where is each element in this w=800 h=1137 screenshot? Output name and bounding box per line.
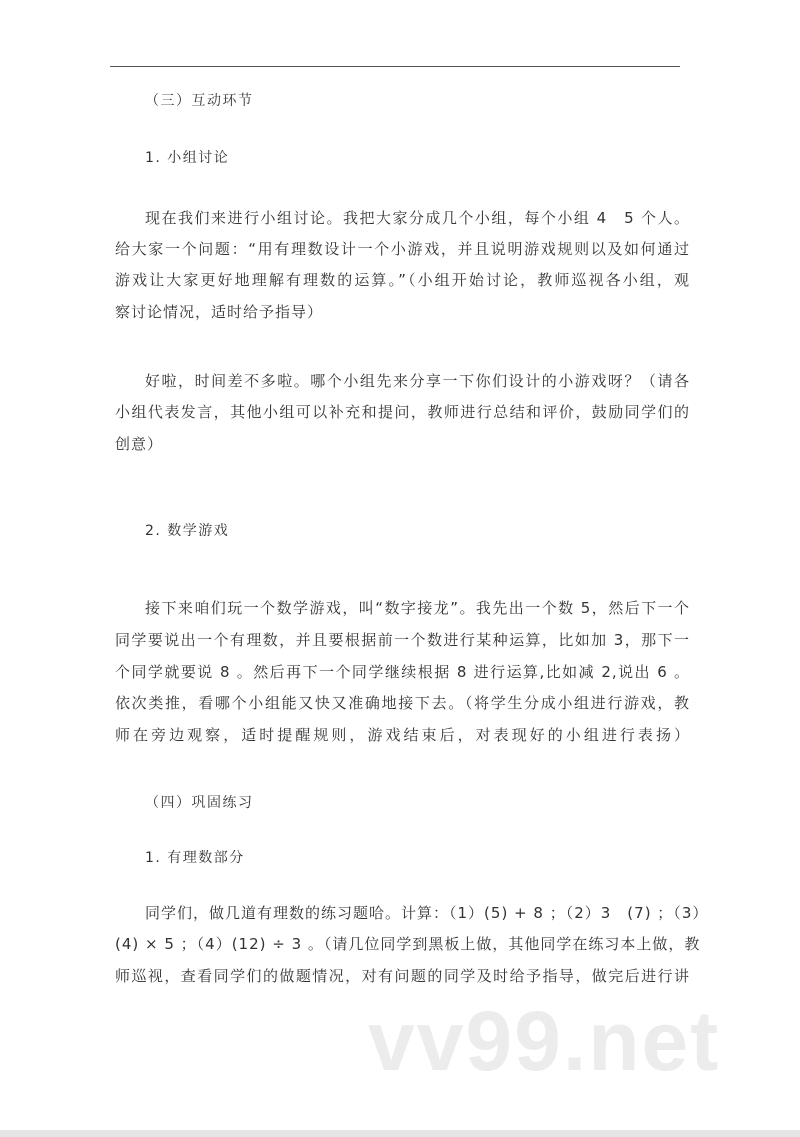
paragraph-line: 小组代表发言，其他小组可以补充和提问，教师进行总结和评价，鼓励同学们的 xyxy=(115,403,690,421)
paragraph-line: 察讨论情况，适时给予指导） xyxy=(115,303,324,321)
subheading: 1. 有理数部分 xyxy=(145,850,245,866)
paragraph-line: 好啦，时间差不多啦。哪个小组先来分享一下你们设计的小游戏呀？（请各 xyxy=(145,372,690,390)
paragraph-line: (4) × 5 ；（4）(12) ÷ 3 。（请几位同学到黑板上做，其他同学在练习本上做，教 xyxy=(115,935,701,953)
paragraph-line: 给大家一个问题：“用有理数设计一个小游戏，并且说明游戏规则以及如何通过 xyxy=(115,240,690,258)
section-heading: （四）巩固练习 xyxy=(145,795,254,811)
subheading: 2. 数学游戏 xyxy=(145,523,230,539)
paragraph-line: 创意） xyxy=(115,435,164,453)
section-heading: （三）互动环节 xyxy=(145,93,254,109)
paragraph-line: 师巡视，查看同学们的做题情况，对有问题的同学及时给予指导，做完后进行讲 xyxy=(115,967,690,985)
paragraph-line: 同学们，做几道有理数的练习题哈。计算：（1）(5) + 8 ；（2）3 (7) ；（3） xyxy=(145,904,709,922)
paragraph-line: 现在我们来进行小组讨论。我把大家分成几个小组，每个小组 4 5 个人。 xyxy=(145,209,690,227)
paragraph-line: 同学要说出一个有理数，并且要根据前一个数进行某种运算，比如加 3，那下一 xyxy=(115,631,690,649)
paragraph-line: 个同学就要说 8 。然后再下一个同学继续根据 8 进行运算,比如减 2,说出 6 。 xyxy=(115,663,690,681)
header-rule xyxy=(110,66,680,67)
watermark: vv99.net xyxy=(368,994,721,1088)
paragraph-line: 接下来咱们玩一个数学游戏，叫“数字接龙”。我先出一个数 5，然后下一个 xyxy=(145,599,690,617)
paragraph-line: 游戏让大家更好地理解有理数的运算。”（小组开始讨论，教师巡视各小组，观 xyxy=(115,271,690,289)
subheading: 1. 小组讨论 xyxy=(145,150,230,166)
paragraph-line: 依次类推，看哪个小组能又快又准确地接下去。（将学生分成小组进行游戏，教 xyxy=(115,694,690,712)
page-bottom-edge xyxy=(0,1130,800,1137)
paragraph-line: 师在旁边观察，适时提醒规则，游戏结束后，对表现好的小组进行表扬） xyxy=(115,726,690,744)
